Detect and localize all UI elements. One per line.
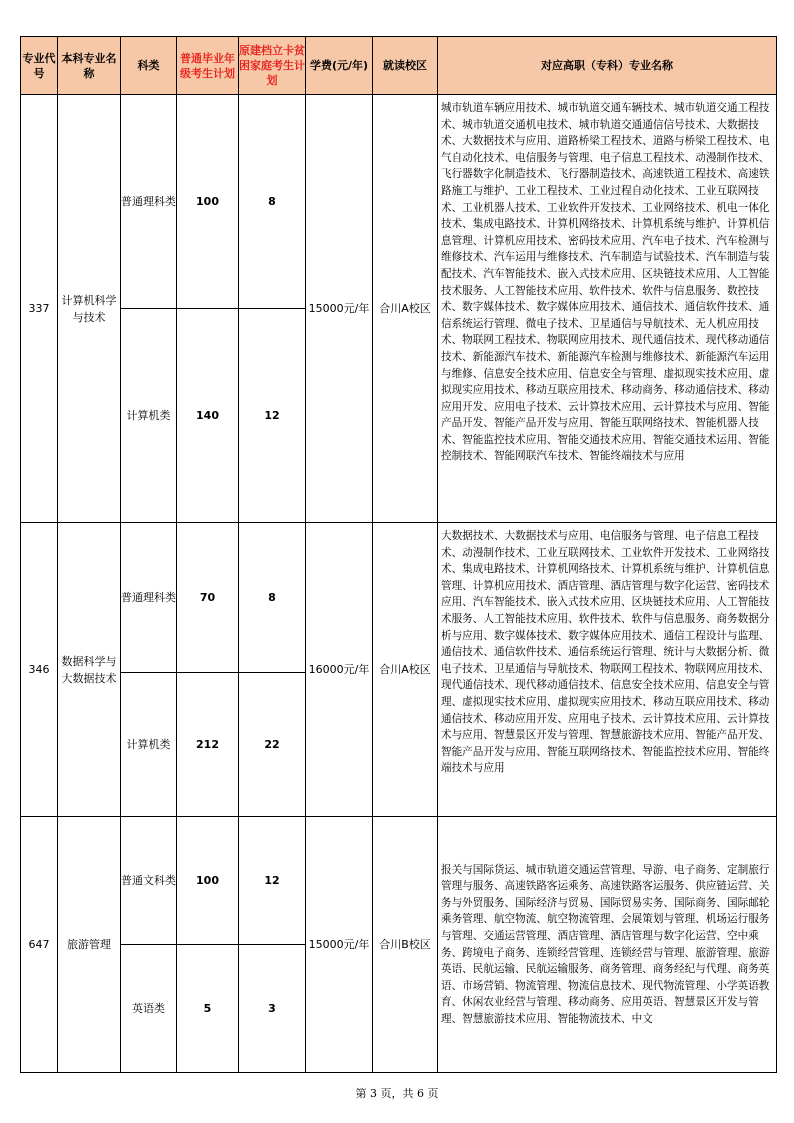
tuition: 16000元/年 xyxy=(306,523,373,817)
category: 计算机类 xyxy=(121,673,177,817)
table-row xyxy=(21,817,777,945)
header-plan-poverty: 原建档立卡贫困家庭考生计划 xyxy=(239,37,306,95)
plan-poverty: 3 xyxy=(239,945,306,1073)
plan-regular: 5 xyxy=(177,945,239,1073)
header-category: 科类 xyxy=(121,37,177,95)
admission-plan-table xyxy=(20,36,777,1073)
header-campus: 就读校区 xyxy=(373,37,438,95)
category: 普通理科类 xyxy=(121,95,177,309)
major-name: 数据科学与大数据技术 xyxy=(58,523,121,817)
category: 普通理科类 xyxy=(121,523,177,673)
table-row xyxy=(21,95,777,309)
campus: 合川B校区 xyxy=(373,817,438,1073)
table-row xyxy=(21,523,777,673)
plan-regular: 100 xyxy=(177,95,239,309)
header-tuition: 学费(元/年) xyxy=(306,37,373,95)
campus: 合川A校区 xyxy=(373,95,438,523)
plan-poverty: 8 xyxy=(239,95,306,309)
related-majors: 城市轨道车辆应用技术、城市轨道交通车辆技术、城市轨道交通工程技术、城市轨道交通机电技术、城市轨道交通通信信号技术、大数据技术、大数据技术与应用、道路桥梁工程技术、道路与桥梁工程技术、电气自动化技术、电信服务与管理、电子信息工程技术、动漫制作技术、飞行器数字化制造技术、飞行器制造技术、高速铁道工程技术、高速铁路施工与维护、工业工程技术、工业过程自动化技术、工业互联网技术、工业机器人技术、工业软件开发技术、工业网络技术、机电一体化技术、集成电路技术、计算机网络技术、计算机系统与维护、计算机信息管理、计算机应用技术、密码技术应用、汽车电子技术、汽车检测与维修技术、汽车运用与维修技术、汽车制造与试验技术、汽车制造与装配技术、汽车智能技术、嵌入式技术应用、区块链技术应用、人工智能技术服务、人工智能技术应用、软件技术、软件与信息服务、数控技术、数字媒体技术、数字媒体应用技术、通信技术、通信软件技术、通信系统运行管理、微电子技术、卫星通信与导航技术、无人机应用技术、物联网工程技术、物联网应用技术、现代通信技术、现代移动通信技术、新能源汽车技术、新能源汽车检测与维修技术、新能源汽车运用与维修、信息安全技术应用、信息安全与管理、虚拟现实技术应用、虚拟现实应用技术、移动互联应用技术、移动商务、移动通信技术、移动应用开发、应用电子技术、云计算技术应用、云计算技术与应用、智能产品开发、智能产品开发与应用、智能互联网络技术、智能机器人技术、智能监控技术应用、智能交通技术应用、智能交通技术运用、智能控制技术、智能网联汽车技术、智能终端技术与应用 xyxy=(438,95,777,523)
header-plan-regular: 普通毕业年级考生计划 xyxy=(177,37,239,95)
major-name: 旅游管理 xyxy=(58,817,121,1073)
page-footer: 第 3 页，共 6 页 xyxy=(355,1087,439,1100)
header-related-majors: 对应高职（专科）专业名称 xyxy=(438,37,777,95)
plan-regular: 140 xyxy=(177,309,239,523)
category: 计算机类 xyxy=(121,309,177,523)
plan-poverty: 22 xyxy=(239,673,306,817)
category: 普通文科类 xyxy=(121,817,177,945)
category: 英语类 xyxy=(121,945,177,1073)
tuition: 15000元/年 xyxy=(306,95,373,523)
plan-regular: 100 xyxy=(177,817,239,945)
tuition: 15000元/年 xyxy=(306,817,373,1073)
header-major: 本科专业名称 xyxy=(58,37,121,95)
plan-poverty: 8 xyxy=(239,523,306,673)
major-code: 346 xyxy=(21,523,58,817)
header-code: 专业代号 xyxy=(21,37,58,95)
plan-poverty: 12 xyxy=(239,309,306,523)
major-code: 337 xyxy=(21,95,58,523)
plan-poverty: 12 xyxy=(239,817,306,945)
related-majors: 报关与国际货运、城市轨道交通运营管理、导游、电子商务、定制旅行管理与服务、高速铁路客运乘务、高速铁路客运服务、供应链运营、关务与外贸服务、国际经济与贸易、国际贸易实务、国际商务、国际邮轮乘务管理、航空物流、航空物流管理、会展策划与管理、机场运行服务与管理、交通运营管理、酒店管理、酒店管理与数字化运营、空中乘务、跨境电子商务、连锁经营管理、连锁经营与管理、旅游管理、旅游英语、民航运输、民航运输服务、商务管理、商务经纪与代理、商务英语、市场营销、物流管理、物流信息技术、现代物流管理、小学英语教育、休闲农业经营与管理、移动商务、应用英语、智慧景区开发与管理、智慧旅游技术应用、智能物流技术、中文 xyxy=(438,817,777,1073)
plan-regular: 212 xyxy=(177,673,239,817)
campus: 合川A校区 xyxy=(373,523,438,817)
plan-regular: 70 xyxy=(177,523,239,673)
major-code: 647 xyxy=(21,817,58,1073)
header-row xyxy=(21,37,777,95)
related-majors: 大数据技术、大数据技术与应用、电信服务与管理、电子信息工程技术、动漫制作技术、工业互联网技术、工业软件开发技术、工业网络技术、集成电路技术、计算机网络技术、计算机系统与维护、计算机信息管理、计算机应用技术、酒店管理、酒店管理与数字化运营、密码技术应用、汽车智能技术、嵌入式技术应用、区块链技术应用、人工智能技术服务、人工智能技术应用、软件技术、软件与信息服务、商务数据分析与应用、数字媒体技术、数字媒体应用技术、通信工程设计与监理、通信技术、通信软件技术、通信系统运行管理、统计与大数据分析、微电子技术、卫星通信与导航技术、物联网工程技术、物联网应用技术、现代通信技术、现代移动通信技术、信息安全技术应用、信息安全与管理、虚拟现实技术应用、虚拟现实应用技术、移动互联应用技术、移动通信技术、移动应用开发、应用电子技术、云计算技术应用、云计算技术与应用、智慧景区开发与管理、智慧旅游技术应用、智能产品开发、智能产品开发与应用、智能互联网络技术、智能监控技术应用、智能终端技术与应用 xyxy=(438,523,777,817)
major-name: 计算机科学与技术 xyxy=(58,95,121,523)
